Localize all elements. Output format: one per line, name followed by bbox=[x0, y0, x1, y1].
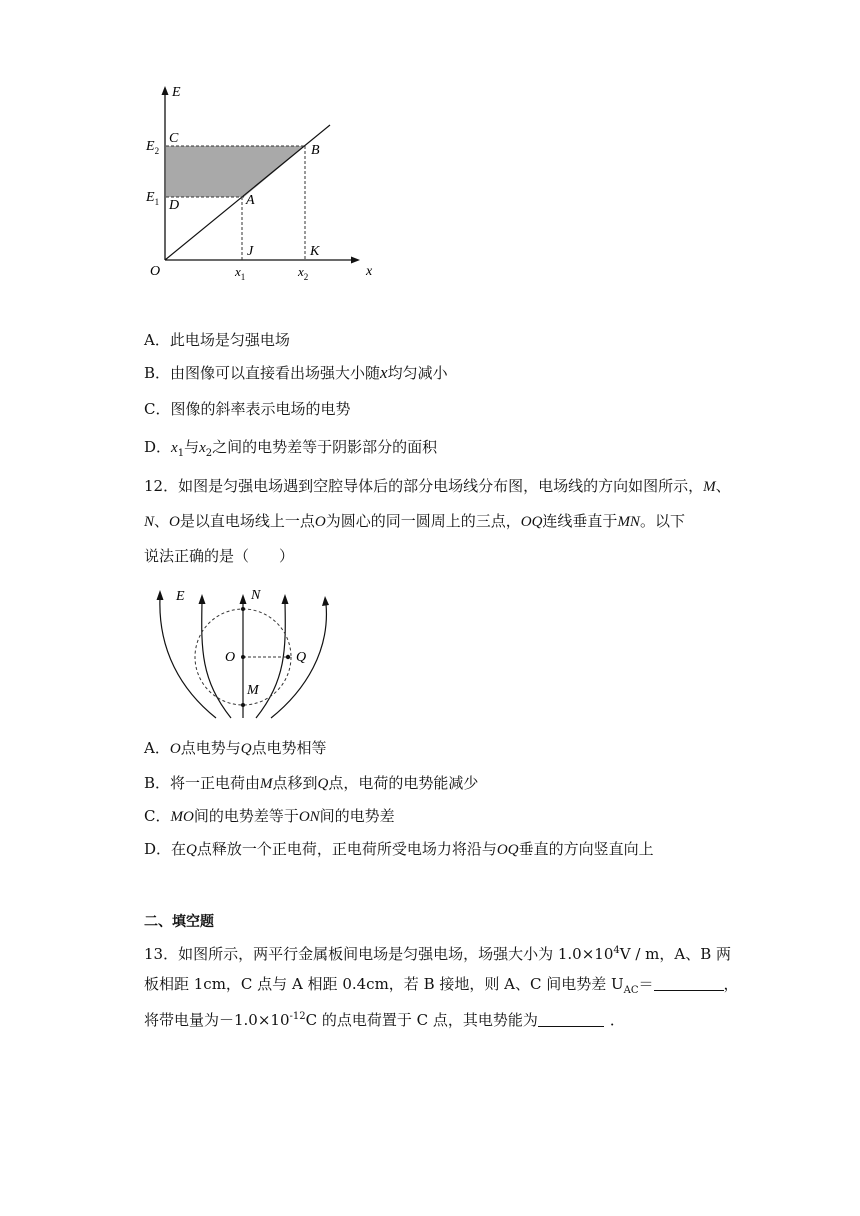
arrow-center bbox=[240, 594, 247, 604]
q12-option-d: D．在Q点释放一个正电荷，正电荷所受电场力将沿与OQ垂直的方向竖直向上 bbox=[144, 840, 654, 858]
label-e1: $E_1$ bbox=[146, 190, 160, 207]
q12-stem-line3: 说法正确的是（ ） bbox=[144, 547, 295, 565]
e-x-graph-figure bbox=[130, 80, 400, 285]
arrow-inner-left bbox=[199, 594, 206, 604]
arrow-inner-right bbox=[282, 594, 289, 604]
label-d: D bbox=[169, 198, 180, 213]
label-origin: O bbox=[150, 264, 161, 279]
label-c: C bbox=[169, 131, 179, 146]
label-axis-e: E bbox=[172, 85, 181, 100]
point-o bbox=[241, 655, 245, 659]
label-x1: $x_1$ bbox=[235, 264, 246, 282]
q12-option-c: C．MO间的电势差等于ON间的电势差 bbox=[144, 807, 395, 825]
q12-stem-line2: N、O是以直电场线上一点O为圆心的同一圆周上的三点，OQ连线垂直于MN。以下 bbox=[144, 512, 685, 530]
arrow-outer-right bbox=[322, 596, 329, 606]
q13-line2: 板相距 1cm，C 点与 A 相距 0.4cm，若 B 接地，则 A、C 间电势差 $U_{AC}=$ ， bbox=[144, 975, 739, 996]
field-line-inner-right bbox=[256, 602, 285, 718]
label-b: B bbox=[311, 143, 320, 158]
q11-option-d: D．$x_1$与$x_2$之间的电势差等于阴影部分的面积 bbox=[144, 438, 438, 459]
label-n: N bbox=[251, 588, 261, 603]
point-m bbox=[241, 703, 245, 707]
x-axis-arrow bbox=[351, 257, 360, 264]
arrow-outer-left bbox=[157, 590, 164, 600]
answer-blank-uac[interactable] bbox=[654, 974, 724, 991]
label-e-field: E bbox=[176, 589, 185, 604]
q11-option-b: B．由图像可以直接看出场强大小随x均匀减小 bbox=[144, 363, 448, 382]
q11-option-c: C．图像的斜率表示电场的电势 bbox=[144, 400, 351, 418]
q12-stem-line1: 12．如图是匀强电场遇到空腔导体后的部分电场线分布图，电场线的方向如图所示，M、 bbox=[144, 477, 731, 495]
point-n bbox=[241, 607, 245, 611]
answer-blank-energy[interactable] bbox=[538, 1010, 604, 1027]
q13-line1: 13．如图所示，两平行金属板间电场是匀强电场，场强大小为 $1.0\times 10^4V / m$，A、B 两 bbox=[144, 945, 732, 963]
label-o: O bbox=[225, 650, 236, 665]
label-k: K bbox=[310, 244, 320, 259]
y-axis-arrow bbox=[162, 86, 169, 95]
point-q bbox=[286, 655, 290, 659]
label-a: A bbox=[246, 193, 255, 208]
field-line-outer-left bbox=[160, 598, 216, 718]
q13-line3: 将带电量为$-1.0\times 10^{-12}C$ 的点电荷置于 C 点，其电势能为 ． bbox=[144, 1011, 625, 1029]
field-lines-figure bbox=[146, 580, 346, 725]
q12-option-a: A．O点电势与Q点电势相等 bbox=[144, 739, 327, 757]
q12-option-b: B．将一正电荷由M点移到Q点，电荷的电势能减少 bbox=[144, 774, 479, 792]
label-e2: $E_2$ bbox=[146, 139, 160, 156]
q11-option-a: A．此电场是匀强电场 bbox=[144, 331, 290, 349]
label-axis-x: x bbox=[366, 264, 373, 279]
label-q: Q bbox=[296, 650, 307, 665]
label-x2: $x_2$ bbox=[298, 264, 309, 282]
label-j: J bbox=[247, 244, 254, 259]
label-m: M bbox=[247, 683, 259, 698]
section-heading-fill-in: 二、填空题 bbox=[144, 914, 214, 930]
